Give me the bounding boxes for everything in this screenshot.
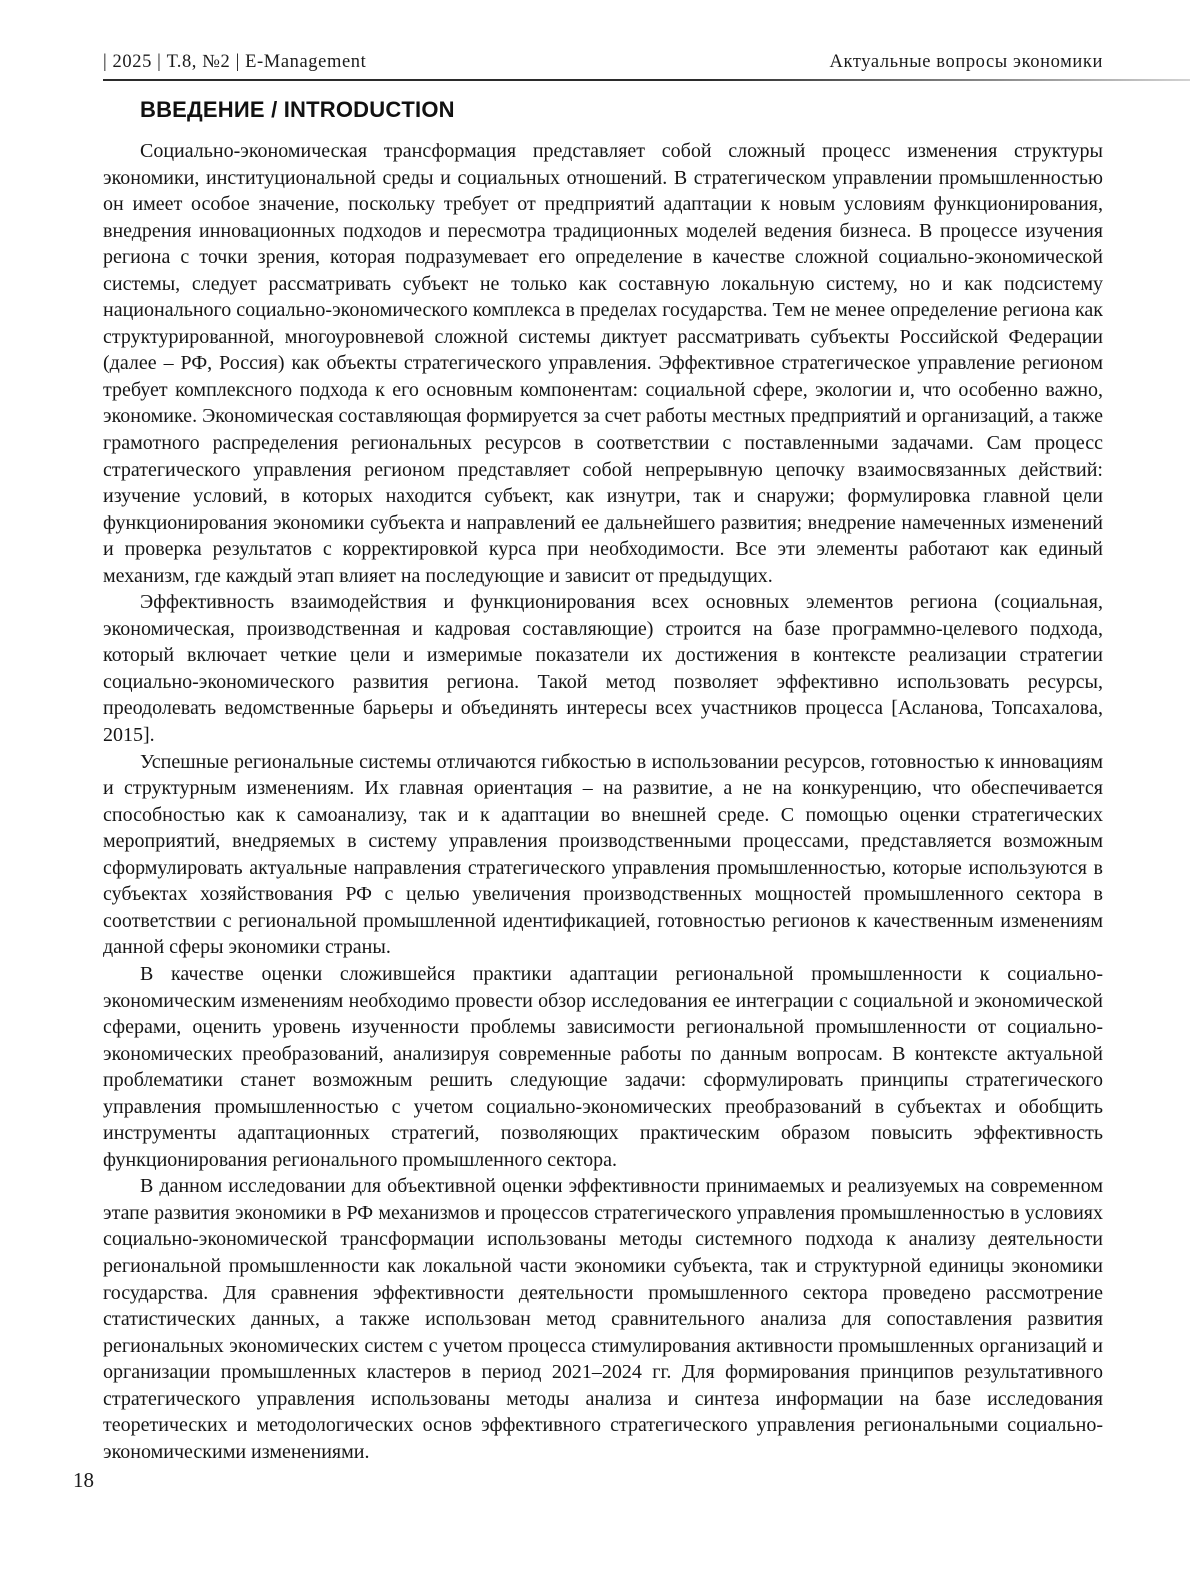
- paragraph: В качестве оценки сложившейся практики адаптации региональной промышленности к социально-экономическим изменениям необходимо провести обзор исследования ее интеграции с социальной и экономической сферами, оценить уровень изученности проблемы зависимости региональной промышленности от социально-экономических преобразований, анализируя современные работы по данным вопросам. В контексте актуальной проблематики станет возможным решить следующие задачи: сформулировать принципы стратегического управления промышленностью с учетом социально-экономических преобразований в субъектах и обобщить инструменты адаптационных стратегий, позволяющих практическим образом повысить эффективность функционирования регионального промышленного сектора.: [103, 962, 1103, 1171]
- running-header: [103, 52, 1103, 73]
- section-running-title: Актуальные вопросы экономики: [829, 52, 1103, 72]
- header-rule: [103, 79, 1190, 81]
- article-body: [103, 138, 1103, 1465]
- page-number: 18: [73, 1468, 94, 1492]
- paragraph: Успешные региональные системы отличаются гибкостью в использовании ресурсов, готовностью к инновациям и структурным изменениям. Их главная ориентация – на развитие, а не на конкуренцию, что обеспечивается способностью как к самоанализу, так и к адаптации во внешней среде. С помощью оценки стратегических мероприятий, внедряемых в систему управления производственными процессами, представляется возможным сформулировать актуальные направления стратегического управления промышленностью, которые используются в субъектах хозяйствования РФ с целью увеличения производственных мощностей промышленного сектора в соответствии с региональной промышленной идентификацией, готовностью регионов к качественным изменениям данной сферы экономики страны.: [103, 750, 1103, 959]
- paragraph: Социально-экономическая трансформация представляет собой сложный процесс изменения структуры экономики, институциональной среды и социальных отношений. В стратегическом управлении промышленностью он имеет особое значение, поскольку требует от предприятий адаптации к новым условиям функционирования, внедрения инновационных подходов и пересмотра традиционных моделей ведения бизнеса. В процессе изучения региона с точки зрения, которая подразумевает его определение в качестве сложной социально-экономической системы, следует рассматривать субъект не только как составную локальную систему, но и как подсистему национального социально-экономического комплекса в пределах государства. Тем не менее определение региона как структурированной, многоуровневой сложной системы диктует рассматривать субъекты Российской Федерации (далее – РФ, Россия) как объекты стратегического управления. Эффективное стратегическое управление регионом требует комплексного подхода к его основным компонентам: социальной сфере, экологии и, что особенно важно, экономике. Экономическая составляющая формируется за счет работы местных предприятий и организаций, а также грамотного распределения региональных ресурсов в соответствии с поставленными задачами. Сам процесс стратегического управления регионом представляет собой непрерывную цепочку взаимосвязанных действий: изучение условий, в которых находится субъект, как изнутри, так и снаружи; формулировка главной цели функционирования экономики субъекта и направлений ее дальнейшего развития; внедрение намеченных изменений и проверка результатов с корректировкой курса при необходимости. Все эти элементы работают как единый механизм, где каждый этап влияет на последующие и зависит от предыдущих.: [103, 140, 1103, 587]
- paragraph: Эффективность взаимодействия и функционирования всех основных элементов региона (социальная, экономическая, производственная и кадровая составляющие) строится на базе программно-целевого подхода, который включает четкие цели и измеримые показатели их достижения в контексте реализации стратегии социально-экономического развития региона. Такой метод позволяет эффективно использовать ресурсы, преодолевать ведомственные барьеры и объединять интересы всех участников процесса [Асланова, Топсахалова, 2015].: [103, 591, 1103, 747]
- paragraph: В данном исследовании для объективной оценки эффективности принимаемых и реализуемых на современном этапе развития экономики в РФ механизмов и процессов стратегического управления промышленностью в условиях социально-экономической трансформации использованы методы системного подхода к анализу деятельности региональной промышленности как локальной части экономики субъекта, так и структурной единицы экономики государства. Для сравнения эффективности деятельности промышленного сектора проведено рассмотрение статистических данных, а также использован метод сравнительного анализа для сопоставления развития региональных экономических систем с учетом процесса стимулирования активности промышленных организаций и организации промышленных кластеров в период 2021–2024 гг. Для формирования принципов результативного стратегического управления использованы методы анализа и синтеза информации на базе исследования теоретических и методологических основ эффективного стратегического управления региональными социально-экономическими изменениями.: [103, 1175, 1103, 1463]
- section-heading: ВВЕДЕНИЕ / INTRODUCTION: [140, 97, 455, 122]
- journal-issue-info: | 2025 | Т.8, №2 | E-Management: [103, 52, 367, 72]
